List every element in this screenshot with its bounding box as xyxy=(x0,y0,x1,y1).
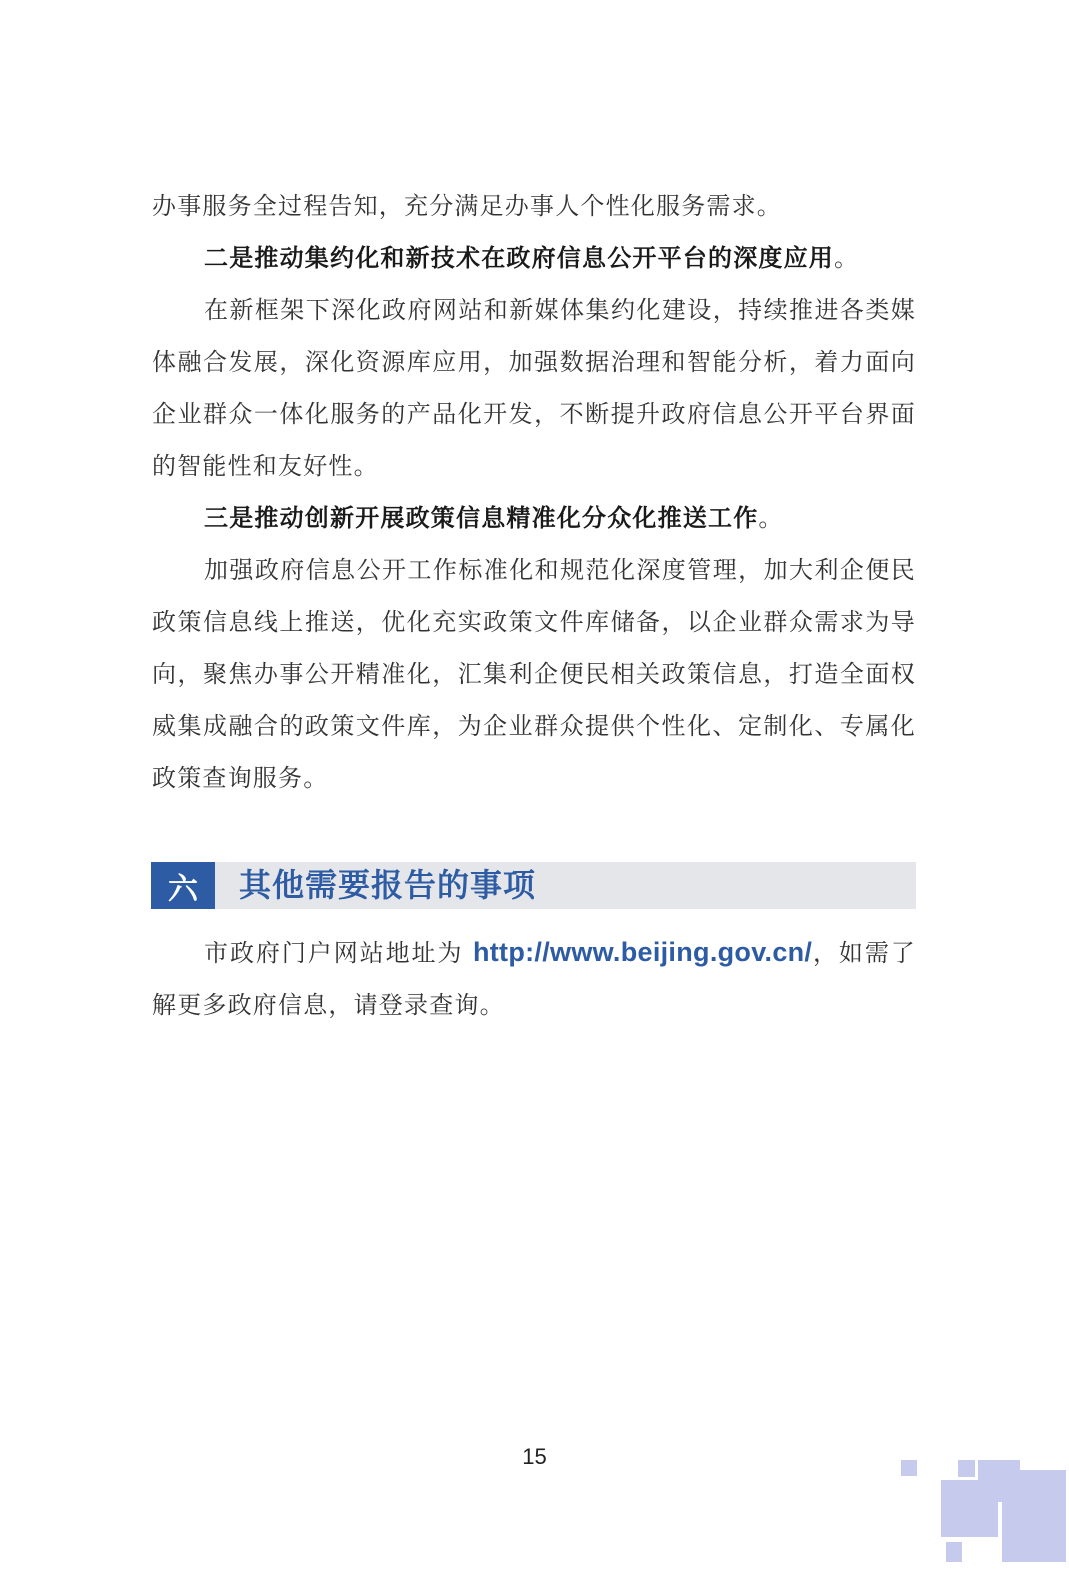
final-paragraph xyxy=(152,926,916,1031)
paragraph-3-text: 在新框架下深化政府网站和新媒体集约化建设，持续推进各类媒体融合发展，深化资源库应用，加强数据治理和智能分析，着力面向企业群众一体化服务的产品化开发，不断提升政府信息公开平台界面的智能性和友好性。 xyxy=(152,296,916,480)
decor-square xyxy=(901,1460,917,1476)
heading-bold-2: 二是推动集约化和新技术在政府信息公开平台的深度应用 xyxy=(204,243,834,272)
heading-punct-2: 。 xyxy=(834,244,860,272)
heading-punct-3: 。 xyxy=(758,504,784,532)
paragraph-3 xyxy=(152,284,916,492)
decor-square xyxy=(958,1460,975,1477)
section-header xyxy=(151,862,916,909)
page-number: 15 xyxy=(522,1444,547,1469)
decor-square xyxy=(946,1542,962,1562)
heading-bold-3: 三是推动创新开展政策信息精准化分众化推送工作 xyxy=(204,503,759,532)
paragraph-5 xyxy=(152,544,916,804)
section-title: 其他需要报告的事项 xyxy=(239,866,537,904)
website-link[interactable]: http://www.beijing.gov.cn/ xyxy=(472,937,813,967)
paragraph-1 xyxy=(152,180,916,232)
paragraph-5-text: 加强政府信息公开工作标准化和规范化深度管理，加大利企便民政策信息线上推送，优化充实政策文件库储备，以企业群众需求为导向，聚焦办事公开精准化，汇集利企便民相关政策信息，打造全面权威集成融合的政策文件库，为企业群众提供个性化、定制化、专属化政策查询服务。 xyxy=(152,556,916,792)
final-paragraph-before: 市政府门户网站地址为 xyxy=(204,939,473,967)
paragraph-4-heading xyxy=(152,492,916,544)
paragraph-1-text: 办事服务全过程告知，充分满足办事人个性化服务需求。 xyxy=(152,192,782,220)
body-text-top xyxy=(152,180,916,804)
decor-square xyxy=(1002,1470,1066,1562)
body-text-bottom xyxy=(152,926,916,1031)
section-number: 六 xyxy=(151,862,215,909)
paragraph-2-heading xyxy=(152,232,916,284)
final-paragraph-after: ，如需了解更多政府信息，请登录查询。 xyxy=(152,939,916,1019)
decor-square xyxy=(941,1480,998,1537)
